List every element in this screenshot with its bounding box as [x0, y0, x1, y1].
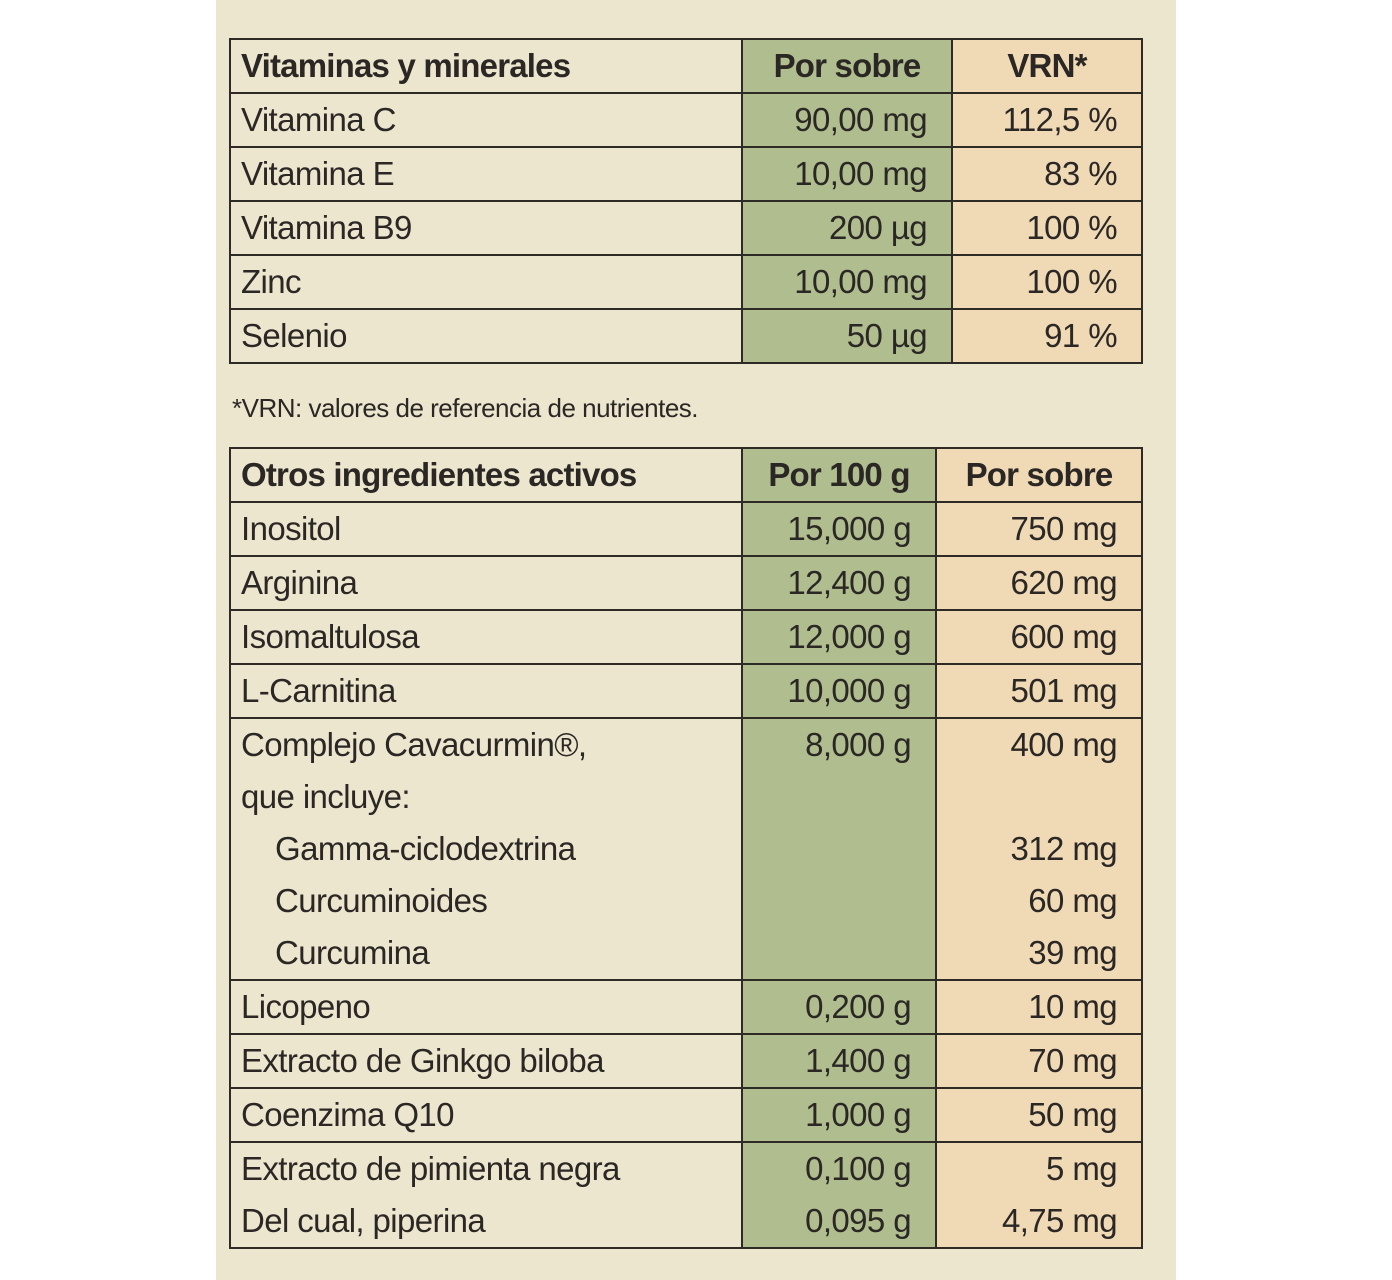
ingredient-name: Arginina [230, 556, 742, 610]
pepper-row [230, 1142, 1142, 1195]
sub-ingredient-value: 39 mg [936, 927, 1142, 980]
nutrient-name: Vitamina E [230, 147, 742, 201]
header-per-sachet: Por sobre [742, 39, 952, 93]
table-header-row [230, 39, 1142, 93]
complex-per-sachet: 400 mg [936, 718, 1142, 771]
active-ingredients-table [229, 447, 1143, 1249]
sub-ingredient-value: 312 mg [936, 823, 1142, 875]
empty-cell [742, 927, 936, 980]
per-sachet-value: 10 mg [936, 980, 1142, 1034]
per-sachet-value: 10,00 mg [742, 147, 952, 201]
per-100g-value: 12,400 g [742, 556, 936, 610]
table-row [230, 610, 1142, 664]
table-row [230, 502, 1142, 556]
ingredient-name: Extracto de pimienta negra [230, 1142, 742, 1195]
complex-sub-row [230, 875, 1142, 927]
nutrient-name: Vitamina C [230, 93, 742, 147]
per-100g-value: 12,000 g [742, 610, 936, 664]
table-row [230, 980, 1142, 1034]
per-sachet-value: 4,75 mg [936, 1195, 1142, 1248]
table-row [230, 556, 1142, 610]
vrn-value: 100 % [952, 201, 1142, 255]
per-sachet-value: 501 mg [936, 664, 1142, 718]
nutrient-name: Selenio [230, 309, 742, 363]
header-vrn: VRN* [952, 39, 1142, 93]
header-ingredient: Otros ingredientes activos [230, 448, 742, 502]
sub-ingredient-value: 60 mg [936, 875, 1142, 927]
complex-per-100g: 8,000 g [742, 718, 936, 771]
complex-sub-row [230, 823, 1142, 875]
per-100g-value: 0,200 g [742, 980, 936, 1034]
table-row [230, 255, 1142, 309]
table-row [230, 93, 1142, 147]
table-header-row [230, 448, 1142, 502]
vitamins-minerals-table [229, 38, 1143, 364]
complex-row [230, 718, 1142, 771]
complex-sub-row [230, 927, 1142, 980]
per-100g-value: 10,000 g [742, 664, 936, 718]
per-sachet-value: 5 mg [936, 1142, 1142, 1195]
per-sachet-value: 200 µg [742, 201, 952, 255]
vrn-value: 91 % [952, 309, 1142, 363]
per-sachet-value: 50 µg [742, 309, 952, 363]
ingredient-name: Coenzima Q10 [230, 1088, 742, 1142]
header-nutrient: Vitaminas y minerales [230, 39, 742, 93]
empty-cell [742, 771, 936, 823]
vrn-value: 112,5 % [952, 93, 1142, 147]
per-sachet-value: 750 mg [936, 502, 1142, 556]
ingredient-name: Extracto de Ginkgo biloba [230, 1034, 742, 1088]
header-per-sachet: Por sobre [936, 448, 1142, 502]
per-sachet-value: 620 mg [936, 556, 1142, 610]
vrn-value: 100 % [952, 255, 1142, 309]
vrn-footnote: *VRN: valores de referencia de nutrientes. [232, 393, 699, 423]
table-row [230, 201, 1142, 255]
per-100g-value: 15,000 g [742, 502, 936, 556]
per-100g-value: 0,100 g [742, 1142, 936, 1195]
nutrient-name: Zinc [230, 255, 742, 309]
sub-ingredient-name: Curcumina [230, 927, 742, 980]
per-sachet-value: 70 mg [936, 1034, 1142, 1088]
empty-cell [742, 823, 936, 875]
complex-name-line2: que incluye: [230, 771, 742, 823]
piperine-row [230, 1195, 1142, 1248]
empty-cell [936, 771, 1142, 823]
per-100g-value: 1,400 g [742, 1034, 936, 1088]
table-row [230, 1034, 1142, 1088]
per-sachet-value: 90,00 mg [742, 93, 952, 147]
ingredient-name: Del cual, piperina [230, 1195, 742, 1248]
table-row [230, 147, 1142, 201]
table-row [230, 664, 1142, 718]
ingredient-name: Isomaltulosa [230, 610, 742, 664]
per-100g-value: 0,095 g [742, 1195, 936, 1248]
sub-ingredient-name: Gamma-ciclodextrina [230, 823, 742, 875]
per-sachet-value: 10,00 mg [742, 255, 952, 309]
per-sachet-value: 600 mg [936, 610, 1142, 664]
nutrient-name: Vitamina B9 [230, 201, 742, 255]
vrn-value: 83 % [952, 147, 1142, 201]
empty-cell [742, 875, 936, 927]
header-per-100g: Por 100 g [742, 448, 936, 502]
ingredient-name: L-Carnitina [230, 664, 742, 718]
sub-ingredient-name: Curcuminoides [230, 875, 742, 927]
complex-row [230, 771, 1142, 823]
ingredient-name: Licopeno [230, 980, 742, 1034]
ingredient-name: Inositol [230, 502, 742, 556]
table-row [230, 1088, 1142, 1142]
per-100g-value: 1,000 g [742, 1088, 936, 1142]
complex-name-line1: Complejo Cavacurmin®, [230, 718, 742, 771]
per-sachet-value: 50 mg [936, 1088, 1142, 1142]
table-row [230, 309, 1142, 363]
